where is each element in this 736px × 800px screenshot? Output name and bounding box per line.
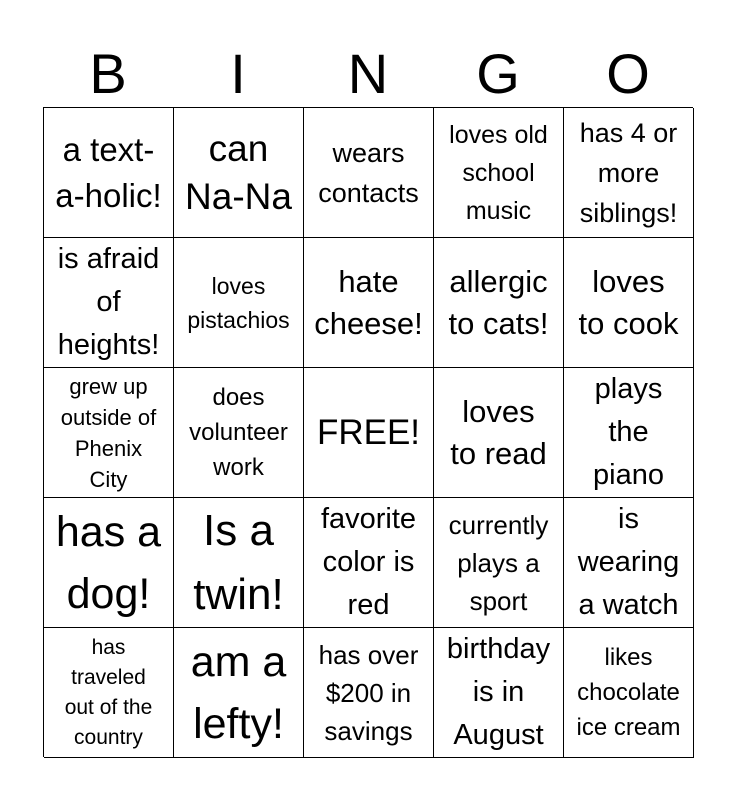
header-letter-i: I: [230, 42, 246, 105]
bingo-cell[interactable]: [304, 108, 434, 238]
cell-text: likes chocolate ice cream: [576, 644, 681, 741]
bingo-cell[interactable]: [434, 238, 564, 368]
cell-text: am a lefty!: [190, 637, 287, 748]
bingo-cell[interactable]: [564, 498, 694, 628]
bingo-cell[interactable]: [44, 368, 174, 498]
bingo-cell[interactable]: [304, 498, 434, 628]
cell-text: a text- a-holic!: [55, 130, 162, 214]
cell-text: has 4 or more siblings!: [579, 117, 678, 228]
header-letter-g: G: [476, 42, 520, 105]
cell-text: does volunteer work: [189, 384, 288, 481]
bingo-cell[interactable]: [564, 238, 694, 368]
cell-text: loves to cook: [578, 263, 679, 341]
cell-text: hate cheese!: [314, 263, 423, 341]
bingo-cell[interactable]: [174, 498, 304, 628]
cell-text: is afraid of heights!: [57, 243, 160, 361]
cell-text: loves old school music: [449, 120, 548, 225]
bingo-cell[interactable]: [434, 498, 564, 628]
cell-text: has a dog!: [55, 507, 162, 618]
bingo-cell[interactable]: [174, 628, 304, 758]
cell-text: wears contacts: [318, 137, 419, 208]
header-letter-n: N: [347, 42, 389, 105]
header-letter-b: B: [89, 42, 127, 105]
bingo-board: [43, 107, 693, 757]
bingo-cell[interactable]: [434, 108, 564, 238]
cell-text: currently plays a sport: [448, 509, 549, 616]
cell-text: can Na-Na: [185, 127, 292, 217]
bingo-cell[interactable]: [564, 628, 694, 758]
bingo-cell[interactable]: [434, 368, 564, 498]
bingo-cell[interactable]: [44, 238, 174, 368]
bingo-cell[interactable]: [304, 368, 434, 498]
bingo-cell[interactable]: [434, 628, 564, 758]
bingo-cell[interactable]: [44, 498, 174, 628]
bingo-cell[interactable]: [174, 368, 304, 498]
cell-text: is wearing a watch: [577, 503, 680, 621]
cell-text: loves to read: [450, 393, 547, 471]
bingo-cell[interactable]: [564, 368, 694, 498]
bingo-cell[interactable]: [174, 108, 304, 238]
header-letter-o: O: [606, 42, 650, 105]
cell-text: Is a twin!: [193, 505, 284, 619]
bingo-cell[interactable]: [174, 238, 304, 368]
bingo-cell[interactable]: [44, 628, 174, 758]
cell-text: favorite color is red: [320, 503, 417, 621]
cell-text: grew up outside of Phenix City: [60, 373, 157, 492]
cell-text: has traveled out of the country: [64, 635, 153, 749]
bingo-cell[interactable]: [304, 628, 434, 758]
bingo-cell[interactable]: [304, 238, 434, 368]
bingo-cell[interactable]: [564, 108, 694, 238]
cell-text: FREE!: [316, 412, 421, 452]
cell-text: loves pistachios: [187, 272, 290, 333]
cell-text: has over $200 in savings: [318, 639, 419, 746]
cell-text: birthday is in August: [446, 633, 551, 751]
cell-text: plays the piano: [593, 373, 664, 491]
cell-text: allergic to cats!: [448, 263, 549, 341]
bingo-header: [43, 42, 693, 106]
bingo-cell[interactable]: [44, 108, 174, 238]
